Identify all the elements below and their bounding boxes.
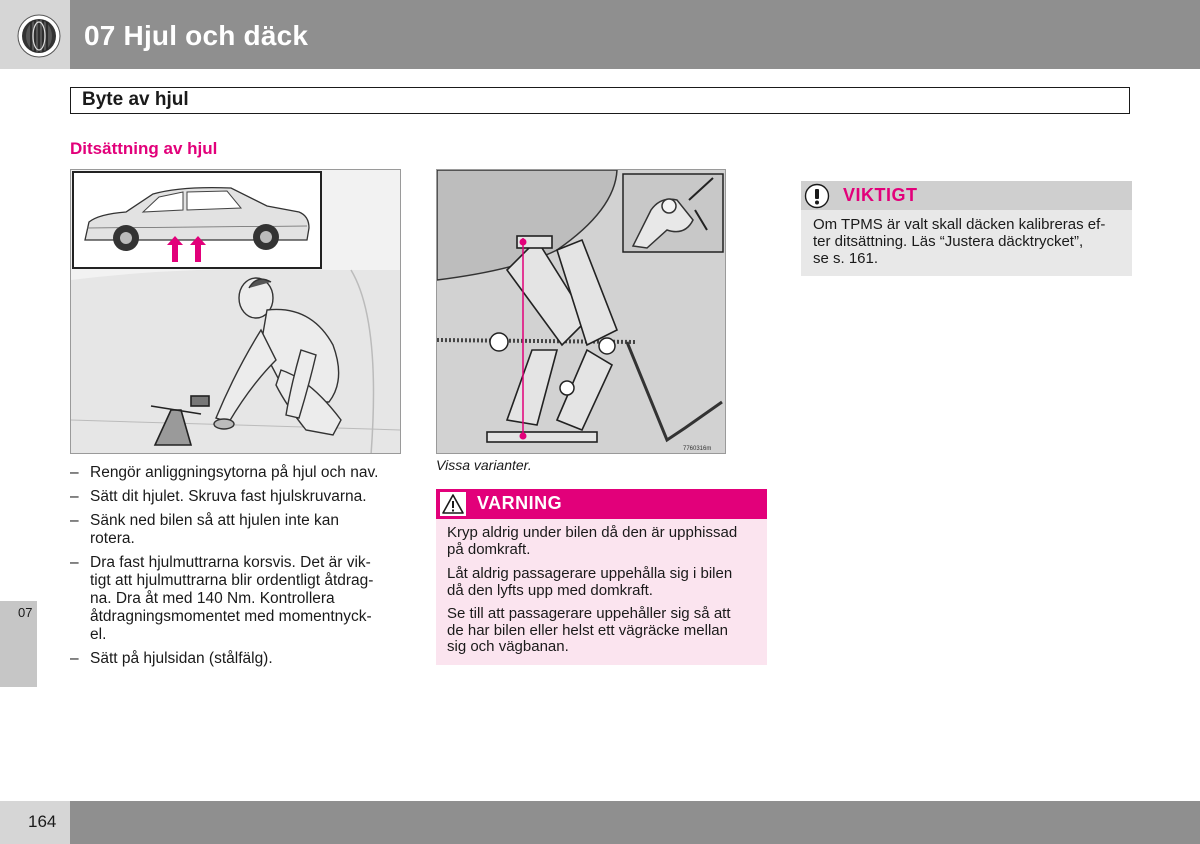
section-title-box [70, 87, 1130, 114]
step-text: Rengör anliggningsytorna på hjul och nav. [90, 464, 379, 481]
important-paragraph [813, 216, 1125, 267]
warning-line: då den lyfts upp med domkraft. [447, 581, 653, 599]
list-bullet: – [70, 650, 79, 667]
warning-line: sig och vägbanan. [447, 638, 569, 655]
list-item [70, 512, 400, 548]
warning-line: Se till att passagerare uppehåller sig så att [447, 605, 731, 622]
step-text-line: åtdragningsmomentet med momentnyck- [90, 608, 372, 625]
important-title: VIKTIGT [843, 185, 918, 205]
list-bullet: – [70, 554, 79, 571]
tire-icon [17, 14, 61, 58]
jack-mechanism-illustration [436, 169, 726, 454]
steps-list [70, 464, 400, 674]
step-text-line: Dra fast hjulmuttrarna korsvis. Det är vik- [90, 554, 371, 571]
step-text-line: na. Dra åt med 140 Nm. Kontrollera [90, 590, 335, 607]
figure-caption: Vissa varianter. [436, 457, 532, 473]
step-text-line: rotera. [90, 530, 135, 547]
warning-paragraph [447, 606, 762, 656]
step-text-line: el. [90, 626, 107, 643]
warning-line: de har bilen eller helst ett vägräcke mellan [447, 621, 728, 639]
step-text: Sätt dit hjulet. Skruva fast hjulskruvarna. [90, 488, 367, 505]
chapter-title: 07 Hjul och däck [84, 20, 309, 51]
step-text: Sätt på hjulsidan (stålfälg). [90, 650, 273, 667]
list-bullet: – [70, 512, 79, 529]
list-item [70, 650, 400, 668]
important-line: se s. 161. [813, 250, 879, 267]
list-item [70, 464, 400, 482]
important-line: ter ditsättning. Läs “Justera däcktrycket”, [813, 233, 1084, 250]
section-title: Byte av hjul [82, 89, 189, 110]
list-item [70, 554, 400, 644]
lowering-car-illustration [70, 169, 401, 454]
warning-paragraph [447, 525, 762, 558]
warning-line: Kryp aldrig under bilen då den är upphissad [447, 524, 738, 541]
warning-title: VARNING [477, 493, 563, 513]
step-text-line: tigt att hjulmuttrarna blir ordentligt åtdrag- [90, 572, 374, 589]
warning-line: Låt aldrig passagerare uppehålla sig i bilen [447, 565, 733, 582]
list-bullet: – [70, 464, 79, 481]
list-item [70, 488, 400, 506]
exclamation-circle-icon [804, 183, 830, 209]
list-bullet: – [70, 488, 79, 505]
warning-paragraph [447, 566, 762, 599]
footer-bar [70, 801, 1200, 844]
important-line: Om TPMS är valt skall däcken kalibreras ef- [813, 216, 1106, 233]
page-number: 164 [28, 812, 57, 831]
warning-line: på domkraft. [447, 540, 531, 558]
step-text-line: Sänk ned bilen så att hjulen inte kan [90, 512, 340, 529]
warning-triangle-icon [440, 492, 466, 516]
figure-code: 7760316m [683, 446, 712, 452]
subsection-title: Ditsättning av hjul [70, 139, 218, 158]
chapter-side-label: 07 [18, 605, 33, 620]
